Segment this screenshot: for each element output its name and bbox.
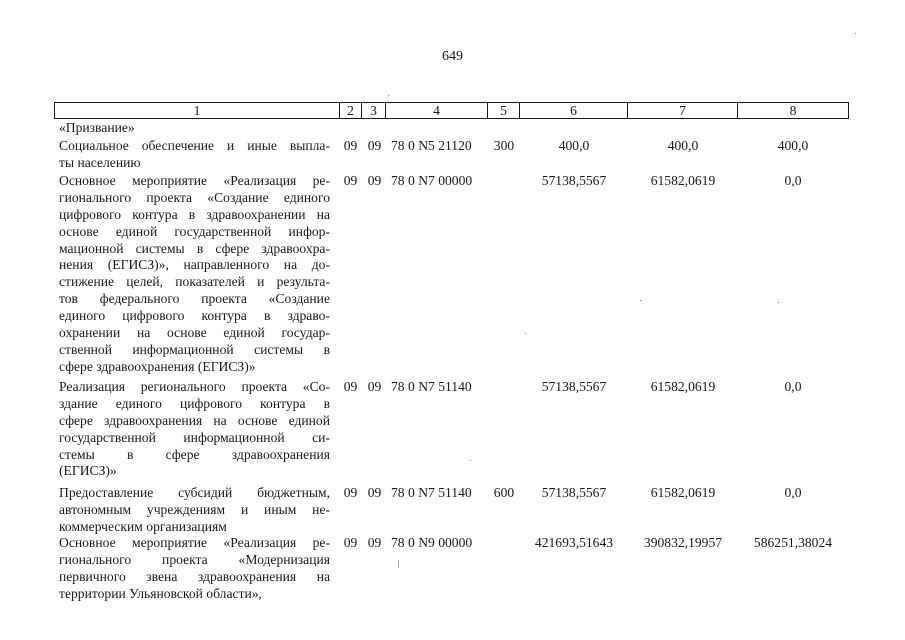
row-name-line: Социальное обеспечение и иные выпла- (59, 138, 330, 153)
cell-c7: 400,0 (667, 138, 699, 153)
row-name (59, 138, 330, 172)
page-number: 649 (442, 49, 463, 64)
cell-c2: 09 (343, 379, 358, 394)
row-name (59, 535, 330, 603)
row-name-line: «Призвание» (59, 120, 135, 135)
header-col-7: 7 (627, 103, 737, 118)
cell-c6: 57138,5567 (541, 485, 607, 500)
cell-c5: 600 (493, 485, 515, 500)
cell-c6: 400,0 (558, 138, 590, 153)
row-name-line: (ЕГИСЗ)» (59, 463, 117, 479)
row-name (59, 379, 330, 480)
row-name-line: сфере здравоохранения (ЕГИСЗ)» (59, 358, 256, 374)
cell-c2: 09 (343, 535, 358, 550)
row-name-line: основе единой государственной инфор- (59, 223, 330, 239)
row-name-line: автономным учреждениям и иным не- (59, 501, 330, 517)
header-col-1: 1 (193, 103, 201, 118)
row-name-line: гионального проекта «Модернизация (59, 551, 330, 567)
row-name-line: ты населению (59, 154, 141, 170)
cell-c4: 78 0 N7 51140 (391, 485, 472, 500)
row-name-line: коммерческим организациям (59, 518, 227, 534)
cell-c4: 78 0 N5 21120 (391, 138, 472, 153)
cell-c7: 390832,19957 (643, 535, 723, 550)
cell-c2: 09 (343, 173, 358, 188)
cell-c7: 61582,0619 (650, 379, 716, 394)
cell-c4: 78 0 N7 51140 (391, 379, 472, 394)
row-name-line: территории Ульяновской области», (59, 585, 262, 601)
row-name-line: здание единого цифрового контура в (59, 395, 330, 411)
cell-c2: 09 (343, 138, 358, 153)
row-name-line: тов федерального проекта «Создание (59, 291, 330, 307)
cell-c3: 09 (367, 535, 382, 550)
row-name-line: Основное мероприятие «Реализация ре- (59, 173, 330, 188)
row-name-line: цифрового контура в здравоохранении на (59, 206, 330, 222)
cell-c6: 57138,5567 (541, 379, 607, 394)
row-name (59, 120, 330, 137)
row-name (59, 485, 330, 536)
cell-c8: 400,0 (777, 138, 809, 153)
cell-c6: 421693,51643 (534, 535, 614, 550)
cell-c7: 61582,0619 (650, 173, 716, 188)
row-name-line: Основное мероприятие «Реализация ре- (59, 535, 330, 550)
row-name-line: сфере здравоохранения на основе единой (59, 412, 330, 428)
row-name-line: охранении на основе единой государ- (59, 325, 330, 341)
row-name-line: стижение целей, показателей и результа- (59, 274, 330, 290)
cell-c5: 300 (493, 138, 515, 153)
cell-c8: 0,0 (784, 379, 802, 394)
cell-c4: 78 0 N7 00000 (391, 173, 473, 188)
cell-c3: 09 (367, 485, 382, 500)
row-name-line: ственной информационной системы в (59, 341, 330, 357)
row-name-line: единого цифрового контура в здраво- (59, 308, 330, 324)
row-name-line: государственной информационной си- (59, 429, 330, 445)
row-name-line: мационной системы в сфере здравоохра- (59, 240, 330, 256)
row-name (59, 173, 330, 376)
cell-c6: 57138,5567 (541, 173, 607, 188)
cell-c3: 09 (367, 379, 382, 394)
row-name-line: нения (ЕГИСЗ)», направленного на до- (59, 257, 330, 273)
row-name-line: стемы в сфере здравоохранения (59, 446, 330, 462)
header-col-8: 8 (737, 103, 848, 118)
row-name-line: гионального проекта «Создание единого (59, 189, 330, 205)
cell-c8: 586251,38024 (753, 535, 833, 550)
header-col-6: 6 (519, 103, 627, 118)
cell-c3: 09 (367, 138, 382, 153)
header-col-5: 5 (487, 103, 519, 118)
cell-c8: 0,0 (784, 485, 802, 500)
cell-c8: 0,0 (784, 173, 802, 188)
header-col-4: 4 (385, 103, 487, 118)
cell-c2: 09 (343, 485, 358, 500)
cell-c3: 09 (367, 173, 382, 188)
header-col-2: 2 (339, 103, 361, 118)
header-col-3: 3 (361, 103, 385, 118)
row-name-line: Предоставление субсидий бюджетным, (59, 485, 330, 500)
table-header (54, 102, 849, 119)
row-name-line: первичного звена здравоохранения на (59, 568, 330, 584)
cell-c7: 61582,0619 (650, 485, 716, 500)
row-name-line: Реализация регионального проекта «Со- (59, 379, 330, 394)
cell-c4: 78 0 N9 00000 (391, 535, 473, 550)
